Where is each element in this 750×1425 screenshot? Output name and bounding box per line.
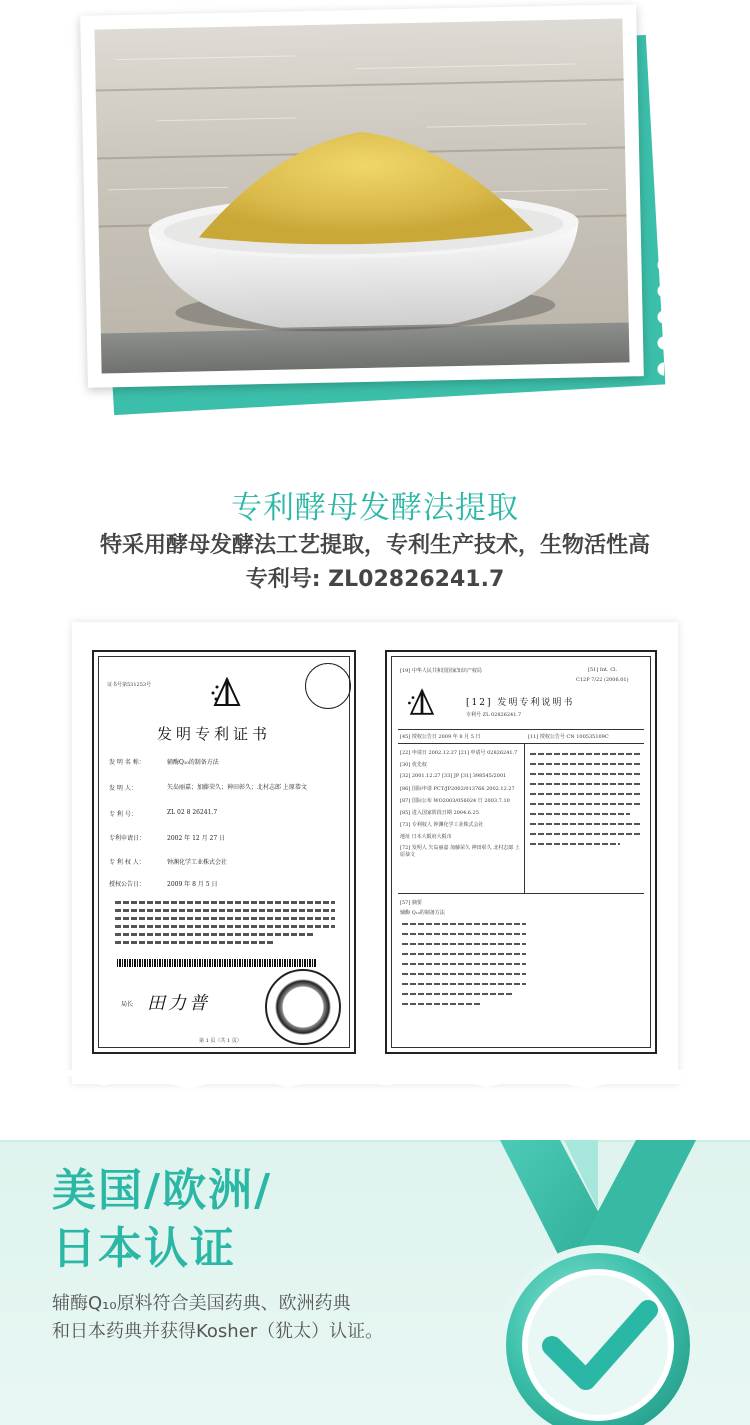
- biblio-row: [87] 国际公布 WO2003/056024 日 2003.7.10: [400, 798, 510, 804]
- national-seal: [265, 969, 341, 1045]
- check-medal-icon: [448, 1140, 748, 1425]
- field-value: ZL 02 8 26241.7: [167, 809, 218, 816]
- int-cl-label: [51] Int. Cl.: [588, 667, 618, 673]
- abstract-title: 辅酶 Q₁₀的制备方法: [400, 910, 445, 916]
- field-value: 2002 年 12 月 27 日: [167, 835, 226, 842]
- announce-id: [11] 授权公告号 CN 100535109C: [528, 734, 609, 740]
- field-value: 矢岛丽嘉；加藤荣久；神田彰久；北村志郎 上原恭文: [167, 784, 307, 791]
- biblio-row: [72] 发明人 矢岛丽嘉 加藤荣久 神田彰久 北村志郎 上原恭文: [400, 845, 520, 858]
- document-patent-number: 专利号 ZL 02826241.7: [466, 712, 522, 718]
- director-signature: 田力普: [147, 993, 210, 1014]
- biblio-row: [30] 优先权: [400, 762, 427, 768]
- patent-specification-document: [385, 650, 657, 1054]
- stamp-edge: [646, 44, 664, 384]
- photo-card: [80, 4, 644, 388]
- int-cl-value: C12P 7/22 (2006.01): [576, 677, 629, 683]
- field-label: 专 利 号：: [109, 811, 137, 818]
- certificate-serial: 证书号第531253号: [107, 682, 152, 688]
- certification-title: [52, 1162, 272, 1278]
- field-label: 专 利 权 人：: [109, 859, 145, 866]
- patent-section-description: 特采用酵母发酵法工艺提取，专利生产技术，生物活性高: [99, 533, 650, 558]
- patent-office-emblem-icon: [404, 685, 440, 721]
- field-label: 授权公告日：: [109, 881, 146, 888]
- certification-desc-line2: 和日本药典并获得Kosher（犹太）认证。: [52, 1321, 384, 1342]
- signature-label: 局长: [121, 1001, 134, 1008]
- certification-title-line1: 美国/欧洲/: [52, 1165, 273, 1216]
- certificate-barcode: [117, 959, 317, 967]
- certificate-area: [72, 622, 678, 1084]
- hero-photo-frame: [84, 10, 666, 408]
- page-mark: 第 1 页（共 1 页）: [199, 1038, 242, 1044]
- biblio-row: 地址 日本大阪府大阪市: [400, 834, 452, 840]
- field-label: 发 明 人：: [109, 785, 137, 792]
- field-value: 2009 年 8 月 5 日: [167, 881, 218, 888]
- certification-title-line2: 日本认证: [52, 1223, 236, 1274]
- office-header: [19] 中华人民共和国国家知识产权局: [400, 668, 482, 674]
- biblio-row: [85] 进入国家阶段日期 2004.6.25: [400, 810, 479, 816]
- document-type: [12] 发明专利说明书: [466, 698, 575, 708]
- biblio-row: [22] 申请日 2002.12.27 [21] 申请号 02826241.7: [400, 750, 518, 756]
- patent-section-title: 专利酵母发酵法提取: [231, 490, 519, 526]
- field-value: 辅酶Q₁₀的制备方法: [167, 759, 219, 766]
- field-label: 专利申请日：: [109, 835, 146, 842]
- certification-description: [52, 1290, 383, 1346]
- patent-office-emblem-icon: [207, 673, 247, 713]
- field-label: 发 明 名 称：: [109, 759, 145, 766]
- biblio-row: [32] 2001.12.27 [33] JP [31] 398545/2001: [400, 773, 507, 779]
- invention-patent-certificate: [92, 650, 356, 1054]
- bowl-illustration: [126, 99, 601, 349]
- patent-number: 专利号: ZL02826241.7: [245, 567, 505, 592]
- certification-desc-line1: 辅酶Q₁₀原料符合美国药典、欧洲药典: [52, 1293, 351, 1314]
- abstract-label: [57] 摘要: [400, 900, 422, 906]
- certificate-title: 发明专利证书: [157, 725, 272, 743]
- field-value: 钟渊化学工业株式会社: [167, 859, 228, 866]
- biblio-row: [86] 国际申请 PCT/JP2002/013766 2002.12.27: [400, 786, 515, 792]
- biblio-row: [73] 专利权人 钟渊化学工业株式会社: [400, 822, 484, 828]
- stamp-seal-small: [305, 663, 351, 709]
- yeast-powder-photo: [94, 19, 629, 374]
- announce-date: [45] 授权公告日 2009 年 8 月 5 日: [400, 734, 481, 740]
